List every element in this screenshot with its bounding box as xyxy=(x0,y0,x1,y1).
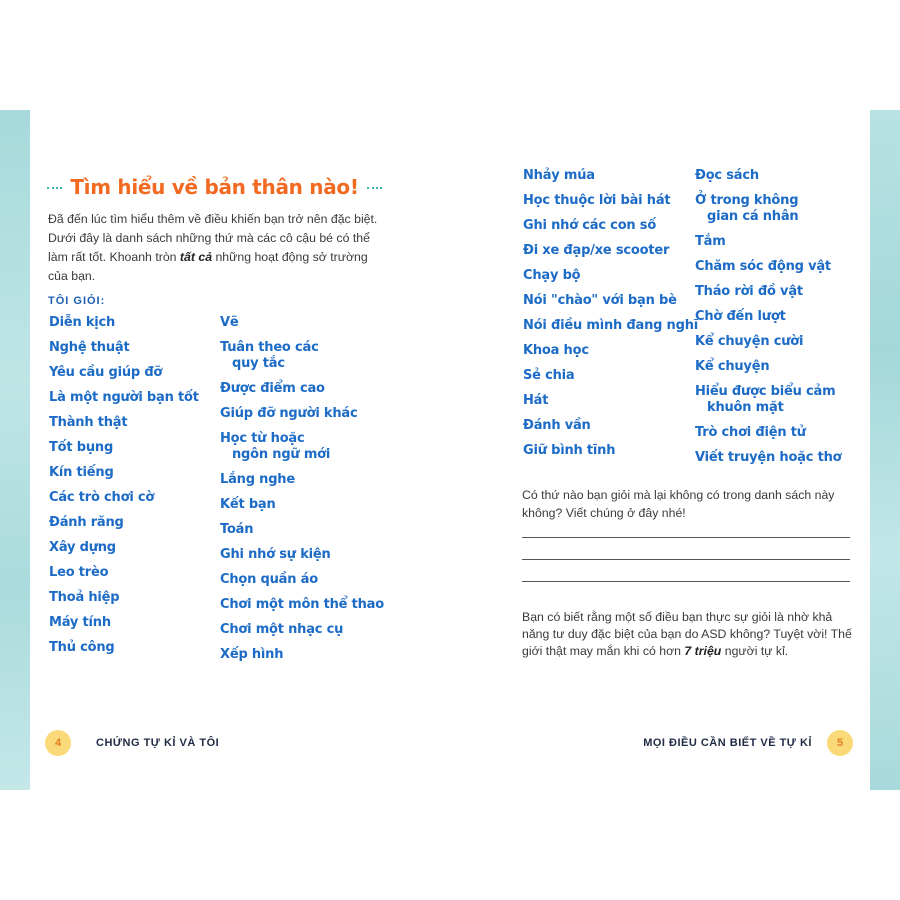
list-item: Nói "chào" với bạn bè xyxy=(523,293,677,308)
left-page-edge xyxy=(0,110,30,790)
list-item: Giúp đỡ người khác xyxy=(220,406,358,421)
list-item: Đánh vần xyxy=(523,418,591,433)
section-label: TÔI GIỎI: xyxy=(48,295,106,307)
fact-emphasis: 7 triệu xyxy=(684,644,722,658)
list-item: Tháo rời đồ vật xyxy=(695,284,803,299)
list-item xyxy=(220,340,384,372)
list-item: Kín tiếng xyxy=(49,465,114,480)
list-item-line: gian cá nhân xyxy=(707,209,799,224)
write-line-1[interactable] xyxy=(522,537,850,538)
running-title-right: MỌI ĐIỀU CẦN BIẾT VỀ TỰ KỈ xyxy=(643,737,812,749)
list-item: Leo trèo xyxy=(49,565,109,580)
list-item: Kể chuyện xyxy=(695,359,770,374)
page-title: Tìm hiểu về bản thân nào! xyxy=(70,175,359,199)
list-item-line: Tuân theo các xyxy=(220,340,319,355)
list-item-line: Hiểu được biểu cảm xyxy=(695,384,836,399)
list-item-line: Học từ hoặc xyxy=(220,431,305,446)
page-number-right: 5 xyxy=(827,730,853,756)
write-line-3[interactable] xyxy=(522,581,850,582)
title-dotted-rule-left xyxy=(47,187,62,189)
intro-paragraph xyxy=(48,210,383,286)
list-item: Kể chuyện cười xyxy=(695,334,804,349)
list-item: Chạy bộ xyxy=(523,268,581,283)
list-item: Yêu cầu giúp đỡ xyxy=(49,365,163,380)
list-item: Chờ đến lượt xyxy=(695,309,786,324)
list-item: Chăm sóc động vật xyxy=(695,259,831,274)
title-dotted-rule-right xyxy=(367,187,382,189)
page-title-row xyxy=(47,172,382,202)
page-number-left: 4 xyxy=(45,730,71,756)
list-item: Toán xyxy=(220,522,254,537)
list-item: Nói điều mình đang nghĩ xyxy=(523,318,699,333)
list-item: Nhảy múa xyxy=(523,168,595,183)
list-item: Khoa học xyxy=(523,343,589,358)
skills-list-left-col2 xyxy=(220,315,384,672)
list-item-line: ngôn ngữ mới xyxy=(232,447,331,462)
list-item: Vẽ xyxy=(220,315,239,330)
intro-emphasis: tất cả xyxy=(179,250,213,264)
list-item: Ghi nhớ sự kiện xyxy=(220,547,331,562)
list-item: Đi xe đạp/xe scooter xyxy=(523,243,670,258)
list-item: Các trò chơi cờ xyxy=(49,490,155,505)
list-item: Chơi một nhạc cụ xyxy=(220,622,344,637)
list-item: Thành thật xyxy=(49,415,128,430)
list-item: Hát xyxy=(523,393,549,408)
list-item: Chơi một môn thể thao xyxy=(220,597,384,612)
list-item: Diễn kịch xyxy=(49,315,116,330)
list-item-line: quy tắc xyxy=(232,356,285,371)
intro-text: Đã đến lúc tìm hiểu thêm về điều khiến bạn trở nên đặc biệt. Dưới đây là danh sách những thứ mà các cô cậu bé có thể làm rất tốt. Khoanh tròn xyxy=(48,212,378,264)
list-item: Được điểm cao xyxy=(220,381,325,396)
list-item: Máy tính xyxy=(49,615,111,630)
write-in-question: Có thứ nào bạn giỏi mà lại không có trong danh sách này không? Viết chúng ở đây nhé! xyxy=(522,488,835,520)
list-item: Thoả hiệp xyxy=(49,590,120,605)
list-item: Học thuộc lời bài hát xyxy=(523,193,671,208)
fact-text: Bạn có biết rằng một số điều bạn thực sự giỏi là nhờ khả năng tư duy đặc biệt của bạn do ASD không? Tuyệt vời! Thế giới thật may mắn khi có hơn xyxy=(522,610,852,658)
list-item: Xây dựng xyxy=(49,540,116,555)
list-item: Ghi nhớ các con số xyxy=(523,218,657,233)
fact-text-end: người tự kỉ. xyxy=(721,644,789,658)
list-item-line: khuôn mặt xyxy=(707,400,784,415)
list-item: Trò chơi điện tử xyxy=(695,425,806,440)
list-item xyxy=(695,384,841,416)
list-item: Tắm xyxy=(695,234,726,249)
list-item: Xếp hình xyxy=(220,647,284,662)
skills-list-right-col1 xyxy=(523,168,698,468)
list-item xyxy=(220,431,384,463)
list-item: Đọc sách xyxy=(695,168,759,183)
list-item: Nghệ thuật xyxy=(49,340,130,355)
skills-list-left-col1 xyxy=(49,315,199,665)
list-item: Tốt bụng xyxy=(49,440,114,455)
list-item: Giữ bình tĩnh xyxy=(523,443,616,458)
list-item: Sẻ chia xyxy=(523,368,575,383)
list-item: Đánh răng xyxy=(49,515,124,530)
skills-list-right-col2 xyxy=(695,168,841,475)
fact-paragraph xyxy=(522,609,857,660)
list-item: Kết bạn xyxy=(220,497,276,512)
running-title-left: CHỨNG TỰ KỈ VÀ TÔI xyxy=(96,737,220,749)
list-item: Là một người bạn tốt xyxy=(49,390,199,405)
write-line-2[interactable] xyxy=(522,559,850,560)
list-item: Viết truyện hoặc thơ xyxy=(695,450,842,465)
list-item: Chọn quần áo xyxy=(220,572,318,587)
list-item xyxy=(695,193,841,225)
right-page-edge xyxy=(870,110,900,790)
list-item: Lắng nghe xyxy=(220,472,295,487)
list-item: Thủ công xyxy=(49,640,115,655)
intro-text-end: những hoạt động sở trường của bạn. xyxy=(48,250,368,283)
list-item-line: Ở trong không xyxy=(695,193,799,208)
